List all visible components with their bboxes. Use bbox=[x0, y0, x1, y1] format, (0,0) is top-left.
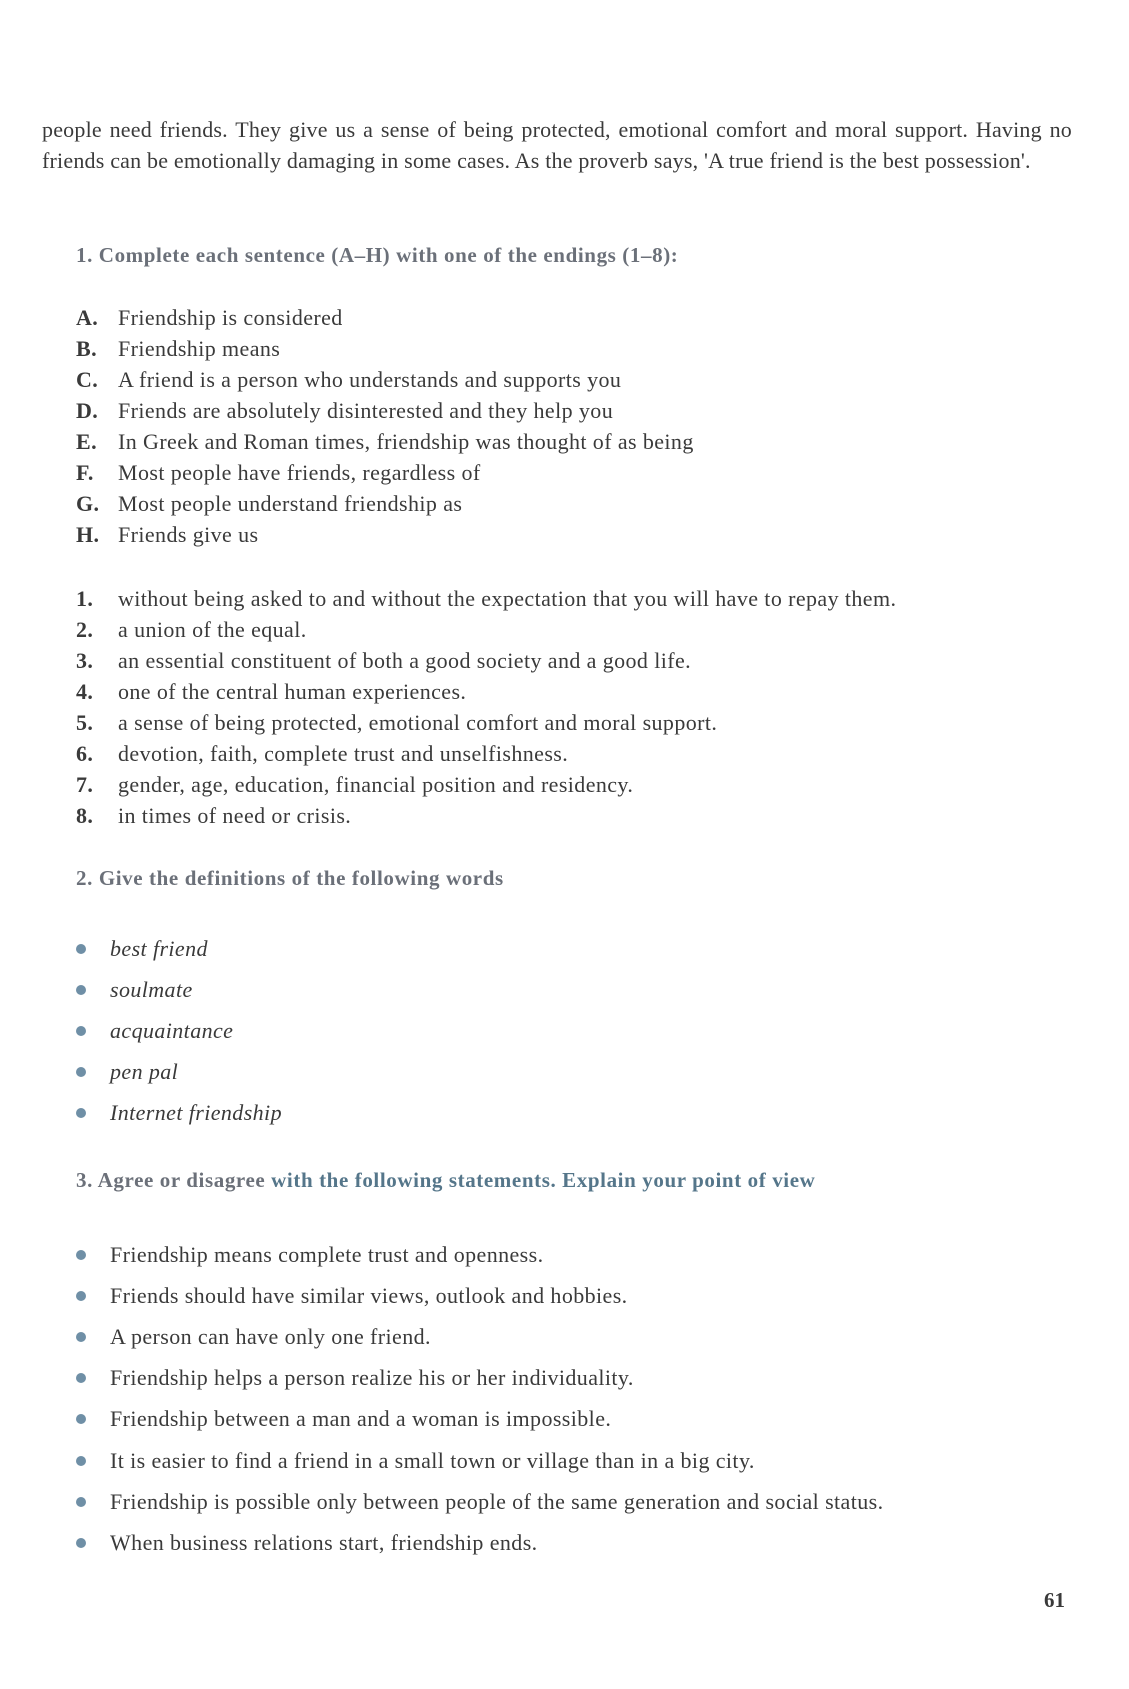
list-item: When business relations start, friendship ends. bbox=[76, 1522, 884, 1563]
list-item: 5. a sense of being protected, emotional comfort and moral support. bbox=[76, 710, 718, 735]
bullet-icon bbox=[76, 985, 86, 995]
intro-text: people need friends. They give us a sense of being protected, emotional comfort and moral support. Having no friends can be emotionally damaging in some cases. As the proverb says, 'A true friend is the best possession'. bbox=[42, 117, 1072, 173]
statement-list bbox=[76, 1234, 884, 1564]
word-list bbox=[76, 928, 282, 1134]
sentence-list bbox=[76, 302, 694, 550]
list-item: D. Friends are absolutely disinterested and they help you bbox=[76, 398, 614, 423]
list-item: C. A friend is a person who understands and supports you bbox=[76, 367, 622, 392]
list-item: A person can have only one friend. bbox=[76, 1316, 884, 1357]
list-item: 4. one of the central human experiences. bbox=[76, 679, 467, 704]
list-item: 6. devotion, faith, complete trust and unselfishness. bbox=[76, 741, 569, 766]
list-item: G. Most people understand friendship as bbox=[76, 491, 463, 516]
list-item: Friendship between a man and a woman is impossible. bbox=[76, 1399, 884, 1440]
endings-list bbox=[76, 583, 896, 831]
list-item: B. Friendship means bbox=[76, 336, 281, 361]
list-item: Internet friendship bbox=[76, 1093, 282, 1134]
bullet-icon bbox=[76, 1497, 86, 1507]
page-number: 61 bbox=[1044, 1588, 1065, 1612]
intro-paragraph bbox=[42, 114, 1072, 176]
bullet-icon bbox=[76, 1456, 86, 1466]
list-item: It is easier to find a friend in a small town or village than in a big city. bbox=[76, 1440, 884, 1481]
bullet-icon bbox=[76, 1414, 86, 1424]
task3-heading: 3. Agree or disagree with the following statements. Explain your point of view bbox=[76, 1168, 816, 1192]
list-item: 7. gender, age, education, financial position and residency. bbox=[76, 772, 634, 797]
list-item: 8. in times of need or crisis. bbox=[76, 803, 352, 828]
bullet-icon bbox=[76, 1291, 86, 1301]
bullet-icon bbox=[76, 1108, 86, 1118]
bullet-icon bbox=[76, 1538, 86, 1548]
list-item: acquaintance bbox=[76, 1010, 282, 1051]
list-item: 3. an essential constituent of both a good society and a good life. bbox=[76, 648, 692, 673]
list-item: Friendship helps a person realize his or her individuality. bbox=[76, 1358, 884, 1399]
list-item: Friendship means complete trust and openness. bbox=[76, 1234, 884, 1275]
bullet-icon bbox=[76, 1026, 86, 1036]
task2-heading: 2. Give the definitions of the following words bbox=[76, 866, 504, 890]
list-item: E. In Greek and Roman times, friendship was thought of as being bbox=[76, 429, 694, 454]
bullet-icon bbox=[76, 944, 86, 954]
bullet-icon bbox=[76, 1067, 86, 1077]
list-item: 1. without being asked to and without the expectation that you will have to repay them. bbox=[76, 586, 897, 611]
list-item: Friends should have similar views, outlook and hobbies. bbox=[76, 1275, 884, 1316]
list-item: pen pal bbox=[76, 1052, 282, 1093]
list-item: A. Friendship is considered bbox=[76, 305, 343, 330]
bullet-icon bbox=[76, 1373, 86, 1383]
list-item: soulmate bbox=[76, 969, 282, 1010]
task1-heading: 1. Complete each sentence (A–H) with one of the endings (1–8): bbox=[76, 243, 679, 267]
list-item: best friend bbox=[76, 928, 282, 969]
list-item: H. Friends give us bbox=[76, 522, 259, 547]
list-item: Friendship is possible only between people of the same generation and social status. bbox=[76, 1481, 884, 1522]
bullet-icon bbox=[76, 1250, 86, 1260]
list-item: F. Most people have friends, regardless of bbox=[76, 460, 481, 485]
bullet-icon bbox=[76, 1332, 86, 1342]
list-item: 2. a union of the equal. bbox=[76, 617, 307, 642]
